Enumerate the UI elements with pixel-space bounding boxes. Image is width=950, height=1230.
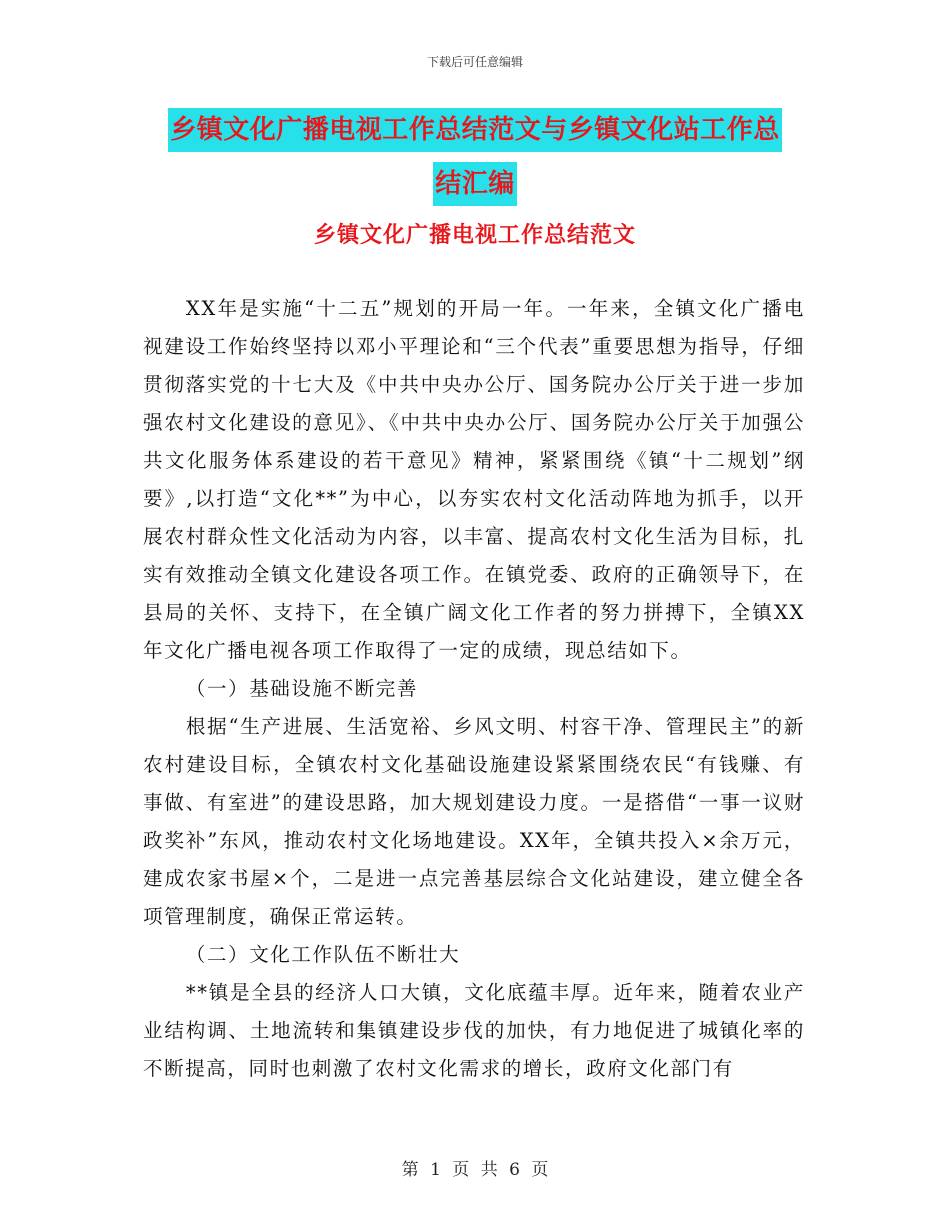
title-line-1: 乡镇文化广播电视工作总结范文与乡镇文化站工作总 (168, 108, 782, 152)
title-line-2: 结汇编 (433, 162, 517, 206)
document-title (0, 108, 950, 206)
document-body (143, 290, 805, 1088)
section-heading: （一）基础设施不断完善 (185, 677, 418, 700)
paragraph: 根据“生产进展、生活宽裕、乡风文明、村容干净、管理民主”的新农村建设目标，全镇农村文化基础设施建设紧紧围绕农民“有钱赚、有事做、有室进”的建设思路，加大规划建设力度。一是搭借“一事一议财政奖补”东风，推动农村文化场地建设。XX年，全镇共投入×余万元，建成农家书屋×个，二是进一点完善基层综合文化站建设，建立健全各项管理制度，确保正常运转。 (143, 715, 805, 928)
section-heading: （二）文化工作队伍不断壮大 (185, 943, 461, 966)
paragraph: **镇是全县的经济人口大镇，文化底蕴丰厚。近年来，随着农业产业结构调、土地流转和集镇建设步伐的加快，有力地促进了城镇化率的不断提高，同时也刺激了农村文化需求的增长，政府文化部门有 (143, 981, 805, 1080)
paragraph: XX年是实施“十二五”规划的开局一年。一年来，全镇文化广播电视建设工作始终坚持以邓小平理论和“三个代表”重要思想为指导，仔细贯彻落实党的十七大及《中共中央办公厅、国务院办公厅关于进一步加强农村文化建设的意见》、《中共中央办公厅、国务院办公厅关于加强公共文化服务体系建设的若干意见》精神，紧紧围绕《镇“十二规划”纲要》,以打造“文化**”为中心，以夯实农村文化活动阵地为抓手，以开展农村群众性文化活动为内容，以丰富、提高农村文化生活为目标，扎实有效推动全镇文化建设各项工作。在镇党委、政府的正确领导下，在县局的关怀、支持下，在全镇广阔文化工作者的努力拼搏下，全镇XX年文化广播电视各项工作取得了一定的成绩，现总结如下。 (143, 297, 805, 662)
page-indicator: 第 1 页 共 6 页 (401, 1160, 549, 1180)
header-note: 下载后可任意编辑 (426, 55, 523, 69)
section-title: 乡镇文化广播电视工作总结范文 (313, 222, 636, 248)
